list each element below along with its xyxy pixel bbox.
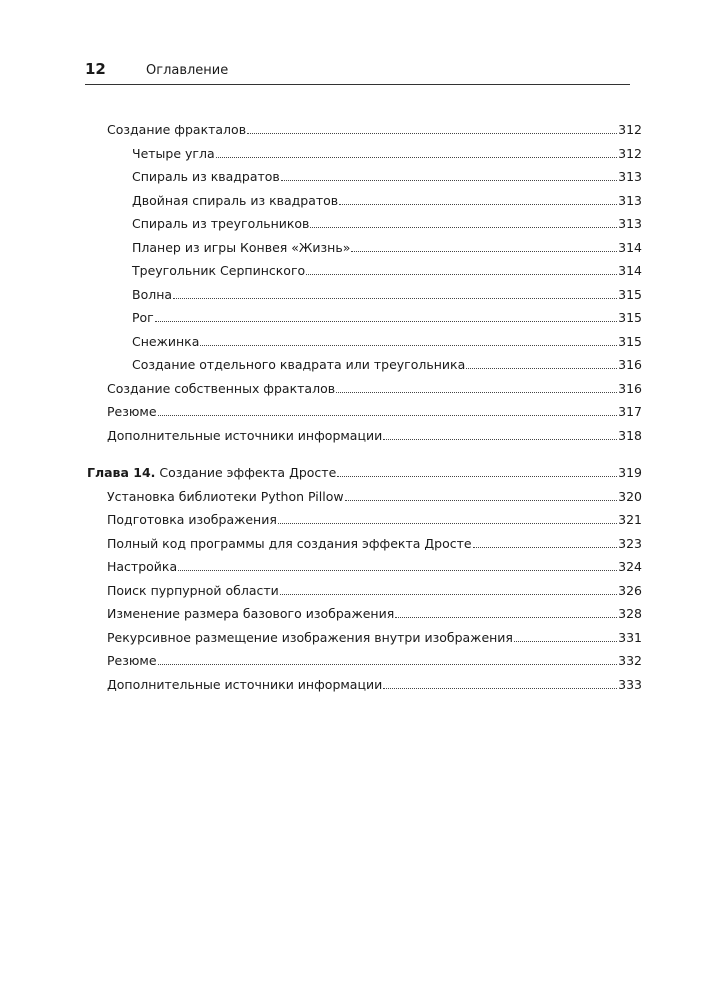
toc-entry-title: Волна — [132, 287, 173, 302]
toc-entry-title: Создание отдельного квадрата или треугольника — [132, 357, 466, 372]
toc-entry-page: 324 — [618, 559, 642, 574]
dot-leader — [306, 259, 617, 275]
toc-entry — [107, 602, 642, 624]
toc-entry — [107, 649, 642, 671]
toc-entry-title: Рог — [132, 310, 154, 325]
toc-entry — [107, 118, 642, 140]
dot-leader — [278, 508, 617, 524]
dot-leader — [351, 236, 617, 252]
toc-entry-page: 315 — [618, 287, 642, 302]
toc-entry — [132, 330, 642, 352]
toc-entry-title: Создание собственных фракталов — [107, 381, 336, 396]
dot-leader — [200, 330, 617, 346]
dot-leader — [339, 189, 617, 205]
toc-entry-title: Двойная спираль из квадратов — [132, 193, 339, 208]
dot-leader — [473, 532, 618, 548]
toc-entry-title: Дополнительные источники информации — [107, 428, 383, 443]
toc-entry — [132, 142, 642, 164]
toc-entry-page: 333 — [618, 677, 642, 692]
toc-entry-page: 315 — [618, 310, 642, 325]
toc-entry-page: 313 — [618, 193, 642, 208]
toc-entry-page: 321 — [618, 512, 642, 527]
toc-entry-title: Полный код программы для создания эффекта Дросте — [107, 536, 472, 551]
toc-entry — [132, 306, 642, 328]
dot-leader — [337, 461, 617, 477]
chapter-title: Создание эффекта Дросте — [159, 465, 337, 480]
toc-entry — [132, 283, 642, 305]
toc-entry — [132, 212, 642, 234]
toc-entry — [107, 579, 642, 601]
dot-leader — [310, 212, 617, 228]
dot-leader — [345, 485, 618, 501]
toc-entry-title: Спираль из треугольников — [132, 216, 310, 231]
dot-leader — [280, 579, 617, 595]
toc-entry-title: Подготовка изображения — [107, 512, 277, 527]
dot-leader — [158, 400, 618, 416]
dot-leader — [216, 142, 618, 158]
toc-entry-title: Спираль из квадратов — [132, 169, 280, 184]
toc-entry-title: Резюме — [107, 653, 157, 668]
toc-entry — [107, 673, 642, 695]
toc-entry-title: Снежинка — [132, 334, 200, 349]
toc-entry-page: 328 — [618, 606, 642, 621]
toc-entry-page: 312 — [618, 146, 642, 161]
toc-entry-page: 319 — [618, 465, 642, 480]
toc-entry — [107, 508, 642, 530]
dot-leader — [395, 602, 617, 618]
toc-entry-page: 317 — [618, 404, 642, 419]
toc-chapter-entry — [87, 461, 642, 483]
running-title: Оглавление — [146, 63, 229, 78]
dot-leader — [336, 377, 617, 393]
toc-entry — [107, 485, 642, 507]
toc-entry-page: 326 — [618, 583, 642, 598]
toc-entry — [132, 189, 642, 211]
toc-entry — [132, 236, 642, 258]
toc-entry — [107, 424, 642, 446]
toc-entry-title: Создание фракталов — [107, 122, 247, 137]
toc-entry-page: 312 — [618, 122, 642, 137]
dot-leader — [158, 649, 618, 665]
toc-entry-page: 313 — [618, 216, 642, 231]
toc-entry — [107, 555, 642, 577]
dot-leader — [281, 165, 617, 181]
toc-entry-page: 320 — [618, 489, 642, 504]
dot-leader — [466, 353, 617, 369]
dot-leader — [173, 283, 617, 299]
toc-entry — [107, 400, 642, 422]
toc-entry-title: Установка библиотеки Python Pillow — [107, 489, 344, 504]
toc-entry-page: 316 — [618, 357, 642, 372]
toc-entry-page: 331 — [618, 630, 642, 645]
page-header — [85, 60, 630, 85]
toc-entry-title: Дополнительные источники информации — [107, 677, 383, 692]
toc-entry-page: 323 — [618, 536, 642, 551]
toc-entry — [107, 377, 642, 399]
toc-entry-title: Четыре угла — [132, 146, 215, 161]
toc-entry — [132, 353, 642, 375]
toc-entry-title: Резюме — [107, 404, 157, 419]
toc-entry-title — [87, 462, 336, 484]
toc-entry-page: 314 — [618, 240, 642, 255]
page-number: 12 — [85, 60, 106, 78]
toc-entry-page: 316 — [618, 381, 642, 396]
dot-leader — [155, 306, 617, 322]
toc-entry-page: 315 — [618, 334, 642, 349]
toc-entry-title: Планер из игры Конвея «Жизнь» — [132, 240, 351, 255]
dot-leader — [383, 424, 617, 440]
toc-entry-title: Изменение размера базового изображения — [107, 606, 395, 621]
toc-entry — [132, 259, 642, 281]
toc-entry-page: 332 — [618, 653, 642, 668]
toc-entry — [107, 626, 642, 648]
dot-leader — [178, 555, 617, 571]
toc-entry-page: 314 — [618, 263, 642, 278]
toc-entry-title: Поиск пурпурной области — [107, 583, 279, 598]
dot-leader — [514, 626, 617, 642]
toc-entry — [107, 532, 642, 554]
toc-entry-title: Рекурсивное размещение изображения внутри изображения — [107, 630, 513, 645]
toc-entry-title: Настройка — [107, 559, 178, 574]
toc-entry-page: 313 — [618, 169, 642, 184]
toc-entry — [132, 165, 642, 187]
dot-leader — [383, 673, 617, 689]
chapter-prefix: Глава 14. — [87, 465, 156, 480]
dot-leader — [247, 118, 617, 134]
toc-entry-page: 318 — [618, 428, 642, 443]
toc-entry-title: Треугольник Серпинского — [132, 263, 306, 278]
